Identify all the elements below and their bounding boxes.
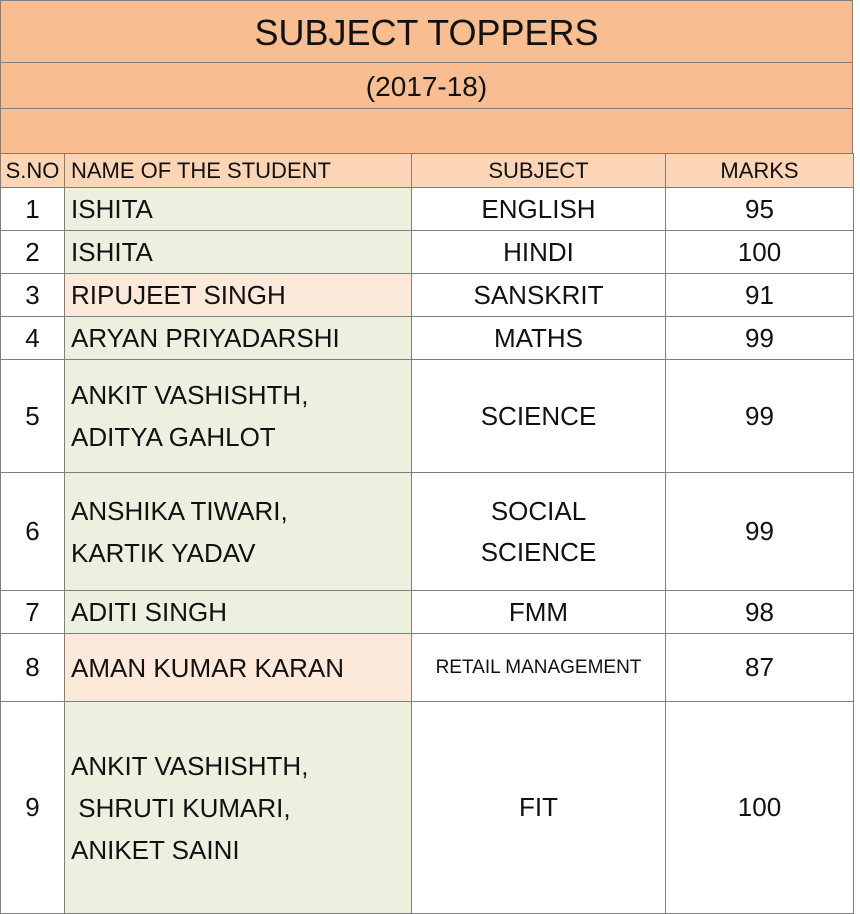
row-subject (412, 634, 666, 702)
student-name-line: AMAN KUMAR KARAN (71, 652, 345, 683)
table-row (1, 702, 854, 914)
subject-line: FIT (519, 792, 558, 822)
row-sno: 4 (1, 317, 65, 360)
table-row (1, 188, 854, 231)
header-name: NAME OF THE STUDENT (65, 154, 412, 188)
header-subject: SUBJECT (412, 154, 666, 188)
row-marks: 99 (666, 317, 854, 360)
row-sno: 3 (1, 274, 65, 317)
row-sno: 6 (1, 473, 65, 591)
row-marks: 100 (666, 702, 854, 914)
toppers-rows (1, 188, 854, 914)
row-subject (412, 702, 666, 914)
row-marks: 87 (666, 634, 854, 702)
row-marks: 91 (666, 274, 854, 317)
student-name-line: SHRUTI KUMARI, (71, 792, 291, 823)
student-name-line: ADITYA GAHLOT (71, 422, 276, 452)
row-subject (412, 360, 666, 473)
row-sno: 1 (1, 188, 65, 231)
student-name-line: ARYAN PRIYADARSHI (71, 323, 340, 353)
subject-line: ENGLISH (481, 193, 596, 224)
subject-line: RETAIL MANAGEMENT (435, 657, 642, 678)
student-name-line: ANKIT VASHISHTH, (71, 380, 309, 410)
row-student-name (65, 274, 412, 317)
row-subject (412, 188, 666, 231)
table-row (1, 274, 854, 317)
table-row (1, 360, 854, 473)
student-name-line: ANSHIKA TIWARI, (71, 495, 288, 526)
row-student-name (65, 591, 412, 634)
table-row (1, 317, 854, 360)
row-sno: 7 (1, 591, 65, 634)
subject-line: FMM (508, 596, 569, 627)
subject-line: HINDI (503, 236, 574, 267)
row-marks: 100 (666, 231, 854, 274)
subject-line: SANSKRIT (473, 279, 604, 310)
header-sno: S.NO (1, 154, 65, 188)
row-subject (412, 231, 666, 274)
student-name-line: ISHITA (71, 194, 153, 224)
row-student-name (65, 702, 412, 914)
sheet-year: (2017-18) (0, 62, 853, 108)
table-row (1, 634, 854, 702)
row-marks: 99 (666, 473, 854, 591)
table-row (1, 231, 854, 274)
student-name-line: KARTIK YADAV (71, 537, 256, 568)
row-student-name (65, 188, 412, 231)
row-student-name (65, 634, 412, 702)
row-sno: 5 (1, 360, 65, 473)
row-sno: 9 (1, 702, 65, 914)
header-row (1, 154, 854, 188)
row-marks: 95 (666, 188, 854, 231)
row-marks: 98 (666, 591, 854, 634)
subject-line: SOCIAL (490, 495, 587, 526)
student-name-line: ISHITA (71, 237, 153, 267)
row-subject (412, 591, 666, 634)
row-marks: 99 (666, 360, 854, 473)
table-row (1, 591, 854, 634)
header-marks: MARKS (666, 154, 854, 188)
row-student-name (65, 473, 412, 591)
student-name-line: RIPUJEET SINGH (71, 280, 286, 310)
subject-line: MATHS (493, 322, 584, 353)
row-student-name (65, 231, 412, 274)
toppers-table (0, 153, 854, 914)
student-name-line: ANIKET SAINI (71, 834, 240, 865)
subject-line: SCIENCE (480, 536, 597, 567)
row-subject (412, 274, 666, 317)
row-sno: 8 (1, 634, 65, 702)
row-student-name (65, 317, 412, 360)
row-subject (412, 317, 666, 360)
student-name-line: ANKIT VASHISHTH, (71, 750, 309, 781)
table-row (1, 473, 854, 591)
row-student-name (65, 360, 412, 473)
blank-band (0, 108, 853, 153)
subject-line: SCIENCE (480, 400, 597, 431)
row-sno: 2 (1, 231, 65, 274)
sheet-title: SUBJECT TOPPERS (0, 0, 853, 62)
student-name-line: ADITI SINGH (71, 597, 228, 627)
row-subject (412, 473, 666, 591)
